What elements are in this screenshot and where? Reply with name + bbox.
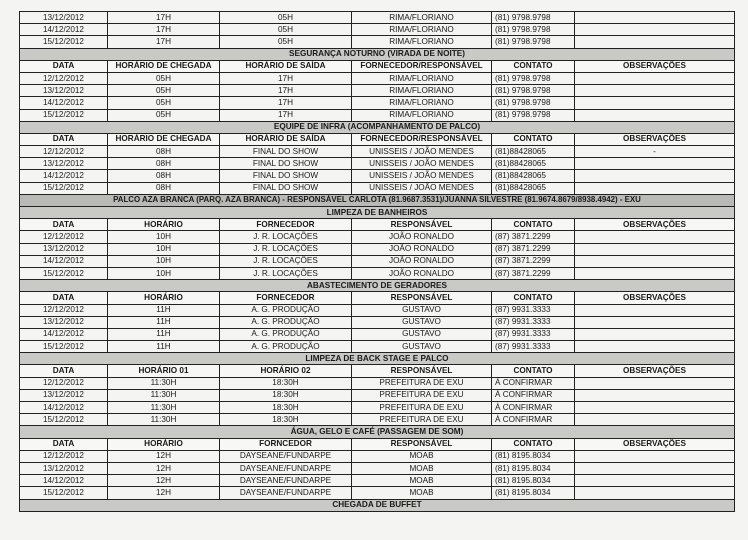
column-header: RESPONSÁVEL (352, 292, 492, 304)
section-title-row (20, 121, 735, 133)
table-row (20, 316, 735, 328)
notes-cell (575, 328, 735, 340)
date-cell: 15/12/2012 (20, 414, 108, 426)
contact-cell: (81)88428065 (492, 146, 575, 158)
contact-cell: (81) 9798.9798 (492, 24, 575, 36)
time-cell: 08H (108, 158, 220, 170)
time-cell: 11H (108, 328, 220, 340)
column-header: HORÁRIO DE CHEGADA (108, 60, 220, 72)
contact-cell: (81) 9798.9798 (492, 85, 575, 97)
notes-cell (575, 170, 735, 182)
provider-cell: MOAB (352, 462, 492, 474)
column-header: HORÁRIO (108, 292, 220, 304)
contact-cell: (81) 8195.8034 (492, 487, 575, 499)
notes-cell: - (575, 146, 735, 158)
time2-cell: J. R. LOCAÇÕES (220, 243, 352, 255)
provider-cell: JOÃO RONALDO (352, 255, 492, 267)
time-cell: 12H (108, 475, 220, 487)
time2-cell: DAYSEANE/FUNDARPE (220, 475, 352, 487)
time2-cell: FINAL DO SHOW (220, 170, 352, 182)
notes-cell (575, 389, 735, 401)
table-row (20, 170, 735, 182)
contact-cell: (87) 9931.3333 (492, 341, 575, 353)
table-row (20, 304, 735, 316)
time2-cell: DAYSEANE/FUNDARPE (220, 462, 352, 474)
table-row (20, 182, 735, 194)
provider-cell: PREFEITURA DE EXU (352, 389, 492, 401)
provider-cell: UNISSEIS / JOÃO MENDES (352, 158, 492, 170)
provider-cell: RIMA/FLORIANO (352, 36, 492, 48)
time-cell: 11:30H (108, 414, 220, 426)
contact-cell: (87) 9931.3333 (492, 304, 575, 316)
time-cell: 08H (108, 182, 220, 194)
table-row (20, 24, 735, 36)
provider-cell: UNISSEIS / JOÃO MENDES (352, 146, 492, 158)
time2-cell: 05H (220, 24, 352, 36)
provider-cell: GUSTAVO (352, 328, 492, 340)
table-row (20, 243, 735, 255)
table-row (20, 475, 735, 487)
date-cell: 15/12/2012 (20, 36, 108, 48)
section-title-row (20, 48, 735, 60)
contact-cell: (81) 8195.8034 (492, 462, 575, 474)
table-row (20, 158, 735, 170)
time2-cell: A. G. PRODUÇÃO (220, 304, 352, 316)
column-header-row (20, 438, 735, 450)
section-title: LIMPEZA DE BACK STAGE E PALCO (20, 353, 735, 365)
notes-cell (575, 267, 735, 279)
venue-banner-row (20, 194, 735, 206)
notes-cell (575, 255, 735, 267)
provider-cell: MOAB (352, 450, 492, 462)
notes-cell (575, 475, 735, 487)
contact-cell: (81) 8195.8034 (492, 450, 575, 462)
time-cell: 10H (108, 255, 220, 267)
time2-cell: 05H (220, 36, 352, 48)
column-header: FORNECEDOR/RESPONSÁVEL (352, 60, 492, 72)
column-header: OBSERVAÇÕES (575, 365, 735, 377)
date-cell: 12/12/2012 (20, 231, 108, 243)
time2-cell: J. R. LOCAÇÕES (220, 231, 352, 243)
provider-cell: PREFEITURA DE EXU (352, 377, 492, 389)
column-header: CONTATO (492, 219, 575, 231)
table-row (20, 72, 735, 84)
section-title: EQUIPE DE INFRA (ACOMPANHAMENTO DE PALCO) (20, 121, 735, 133)
notes-cell (575, 12, 735, 24)
time2-cell: J. R. LOCAÇÕES (220, 267, 352, 279)
time2-cell: 05H (220, 12, 352, 24)
column-header: DATA (20, 292, 108, 304)
provider-cell: RIMA/FLORIANO (352, 85, 492, 97)
contact-cell: (87) 3871.2299 (492, 231, 575, 243)
date-cell: 14/12/2012 (20, 24, 108, 36)
contact-cell: (87) 3871.2299 (492, 267, 575, 279)
table-row (20, 109, 735, 121)
column-header: HORÁRIO DE SAÍDA (220, 133, 352, 145)
table-row (20, 146, 735, 158)
notes-cell (575, 316, 735, 328)
provider-cell: PREFEITURA DE EXU (352, 402, 492, 414)
table-row (20, 462, 735, 474)
notes-cell (575, 85, 735, 97)
time-cell: 10H (108, 267, 220, 279)
column-header-row (20, 365, 735, 377)
time2-cell: FINAL DO SHOW (220, 146, 352, 158)
provider-cell: UNISSEIS / JOÃO MENDES (352, 182, 492, 194)
provider-cell: UNISSEIS / JOÃO MENDES (352, 170, 492, 182)
section-title-row (20, 280, 735, 292)
time-cell: 17H (108, 36, 220, 48)
contact-cell: (81)88428065 (492, 182, 575, 194)
column-header: FORNECEDOR (220, 219, 352, 231)
notes-cell (575, 450, 735, 462)
notes-cell (575, 402, 735, 414)
contact-cell: (87) 9931.3333 (492, 328, 575, 340)
time-cell: 10H (108, 231, 220, 243)
provider-cell: JOÃO RONALDO (352, 243, 492, 255)
time2-cell: J. R. LOCAÇÕES (220, 255, 352, 267)
provider-cell: MOAB (352, 475, 492, 487)
column-header: HORÁRIO (108, 438, 220, 450)
column-header: OBSERVAÇÕES (575, 60, 735, 72)
contact-cell: À CONFIRMAR (492, 389, 575, 401)
time-cell: 10H (108, 243, 220, 255)
date-cell: 12/12/2012 (20, 304, 108, 316)
contact-cell: (81) 9798.9798 (492, 36, 575, 48)
section-title-row (20, 499, 735, 511)
time-cell: 17H (108, 12, 220, 24)
date-cell: 14/12/2012 (20, 328, 108, 340)
contact-cell: (87) 9931.3333 (492, 316, 575, 328)
provider-cell: GUSTAVO (352, 341, 492, 353)
time2-cell: 17H (220, 85, 352, 97)
section-title: ABASTECIMENTO DE GERADORES (20, 280, 735, 292)
date-cell: 14/12/2012 (20, 475, 108, 487)
section-title: CHEGADA DE BUFFET (20, 499, 735, 511)
table-row (20, 85, 735, 97)
venue-banner: PALCO AZA BRANCA (PARQ. AZA BRANCA) - RESPONSÁVEL CARLOTA (81.9687.3531)/JUANNA SILVESTRE (81.9674.8679/8938.4942) - EXU (20, 194, 735, 206)
table-row (20, 402, 735, 414)
provider-cell: JOÃO RONALDO (352, 267, 492, 279)
notes-cell (575, 377, 735, 389)
table-row (20, 12, 735, 24)
time-cell: 05H (108, 72, 220, 84)
column-header: OBSERVAÇÕES (575, 219, 735, 231)
schedule-sheet (19, 11, 734, 512)
provider-cell: RIMA/FLORIANO (352, 24, 492, 36)
table-row (20, 231, 735, 243)
date-cell: 15/12/2012 (20, 341, 108, 353)
time2-cell: 18:30H (220, 414, 352, 426)
section-title-row (20, 207, 735, 219)
time-cell: 11H (108, 316, 220, 328)
time2-cell: DAYSEANE/FUNDARPE (220, 450, 352, 462)
table-row (20, 341, 735, 353)
provider-cell: PREFEITURA DE EXU (352, 414, 492, 426)
time-cell: 11:30H (108, 402, 220, 414)
column-header: CONTATO (492, 60, 575, 72)
contact-cell: (81) 9798.9798 (492, 72, 575, 84)
section-title: LIMPEZA DE BANHEIROS (20, 207, 735, 219)
date-cell: 12/12/2012 (20, 377, 108, 389)
section-title-row (20, 353, 735, 365)
table-row (20, 389, 735, 401)
date-cell: 15/12/2012 (20, 182, 108, 194)
column-header: OBSERVAÇÕES (575, 133, 735, 145)
column-header: FORNECEDOR/RESPONSÁVEL (352, 133, 492, 145)
column-header: CONTATO (492, 438, 575, 450)
contact-cell: (87) 3871.2299 (492, 243, 575, 255)
time-cell: 12H (108, 487, 220, 499)
date-cell: 14/12/2012 (20, 402, 108, 414)
contact-cell: À CONFIRMAR (492, 414, 575, 426)
time-cell: 17H (108, 24, 220, 36)
column-header-row (20, 219, 735, 231)
column-header-row (20, 133, 735, 145)
column-header: DATA (20, 219, 108, 231)
column-header: CONTATO (492, 133, 575, 145)
provider-cell: RIMA/FLORIANO (352, 72, 492, 84)
column-header: DATA (20, 438, 108, 450)
time2-cell: A. G. PRODUÇÃO (220, 328, 352, 340)
column-header: HORÁRIO (108, 219, 220, 231)
contact-cell: À CONFIRMAR (492, 402, 575, 414)
column-header: DATA (20, 60, 108, 72)
date-cell: 14/12/2012 (20, 170, 108, 182)
table-row (20, 36, 735, 48)
time2-cell: 17H (220, 109, 352, 121)
column-header-row (20, 60, 735, 72)
table-row (20, 255, 735, 267)
provider-cell: JOÃO RONALDO (352, 231, 492, 243)
contact-cell: (81) 9798.9798 (492, 109, 575, 121)
date-cell: 13/12/2012 (20, 462, 108, 474)
table-row (20, 450, 735, 462)
time-cell: 11:30H (108, 377, 220, 389)
column-header: OBSERVAÇÕES (575, 292, 735, 304)
column-header: OBSERVAÇÕES (575, 438, 735, 450)
notes-cell (575, 97, 735, 109)
time2-cell: FINAL DO SHOW (220, 158, 352, 170)
time2-cell: A. G. PRODUÇÃO (220, 316, 352, 328)
column-header: RESPONSÁVEL (352, 438, 492, 450)
date-cell: 13/12/2012 (20, 243, 108, 255)
date-cell: 15/12/2012 (20, 267, 108, 279)
contact-cell: (87) 3871.2299 (492, 255, 575, 267)
date-cell: 12/12/2012 (20, 146, 108, 158)
column-header-row (20, 292, 735, 304)
time2-cell: 18:30H (220, 377, 352, 389)
notes-cell (575, 24, 735, 36)
section-title-row (20, 426, 735, 438)
time2-cell: 17H (220, 72, 352, 84)
date-cell: 13/12/2012 (20, 12, 108, 24)
date-cell: 13/12/2012 (20, 85, 108, 97)
table-row (20, 414, 735, 426)
notes-cell (575, 341, 735, 353)
table-row (20, 328, 735, 340)
contact-cell: (81) 8195.8034 (492, 475, 575, 487)
date-cell: 12/12/2012 (20, 450, 108, 462)
time-cell: 05H (108, 109, 220, 121)
contact-cell: (81)88428065 (492, 170, 575, 182)
column-header: RESPONSÁVEL (352, 219, 492, 231)
time2-cell: 18:30H (220, 389, 352, 401)
table-row (20, 377, 735, 389)
column-header: CONTATO (492, 292, 575, 304)
provider-cell: RIMA/FLORIANO (352, 97, 492, 109)
time-cell: 05H (108, 85, 220, 97)
contact-cell: (81)88428065 (492, 158, 575, 170)
table-row (20, 487, 735, 499)
section-title: ÁGUA, GELO E CAFÉ (PASSAGEM DE SOM) (20, 426, 735, 438)
time-cell: 08H (108, 170, 220, 182)
provider-cell: RIMA/FLORIANO (352, 12, 492, 24)
schedule-table (19, 11, 735, 512)
date-cell: 13/12/2012 (20, 316, 108, 328)
notes-cell (575, 109, 735, 121)
notes-cell (575, 36, 735, 48)
table-row (20, 267, 735, 279)
notes-cell (575, 304, 735, 316)
notes-cell (575, 462, 735, 474)
notes-cell (575, 182, 735, 194)
date-cell: 15/12/2012 (20, 487, 108, 499)
column-header: HORÁRIO 02 (220, 365, 352, 377)
time2-cell: 17H (220, 97, 352, 109)
section-title: SEGURANÇA NOTURNO (VIRADA DE NOITE) (20, 48, 735, 60)
notes-cell (575, 158, 735, 170)
notes-cell (575, 231, 735, 243)
contact-cell: (81) 9798.9798 (492, 97, 575, 109)
time2-cell: DAYSEANE/FUNDARPE (220, 487, 352, 499)
date-cell: 12/12/2012 (20, 72, 108, 84)
column-header: FORNCEDOR (220, 438, 352, 450)
notes-cell (575, 487, 735, 499)
time-cell: 12H (108, 450, 220, 462)
date-cell: 14/12/2012 (20, 97, 108, 109)
column-header: HORÁRIO DE SAÍDA (220, 60, 352, 72)
time-cell: 08H (108, 146, 220, 158)
column-header: RESPONSÁVEL (352, 365, 492, 377)
column-header: DATA (20, 365, 108, 377)
provider-cell: MOAB (352, 487, 492, 499)
time-cell: 12H (108, 462, 220, 474)
contact-cell: À CONFIRMAR (492, 377, 575, 389)
column-header: HORÁRIO 01 (108, 365, 220, 377)
time-cell: 11H (108, 304, 220, 316)
table-row (20, 97, 735, 109)
contact-cell: (81) 9798.9798 (492, 12, 575, 24)
date-cell: 15/12/2012 (20, 109, 108, 121)
time2-cell: 18:30H (220, 402, 352, 414)
column-header: FORNECEDOR (220, 292, 352, 304)
date-cell: 13/12/2012 (20, 158, 108, 170)
date-cell: 13/12/2012 (20, 389, 108, 401)
column-header: DATA (20, 133, 108, 145)
notes-cell (575, 414, 735, 426)
time-cell: 11:30H (108, 389, 220, 401)
column-header: CONTATO (492, 365, 575, 377)
notes-cell (575, 243, 735, 255)
time2-cell: A. G. PRODUÇÃO (220, 341, 352, 353)
time-cell: 05H (108, 97, 220, 109)
provider-cell: GUSTAVO (352, 316, 492, 328)
column-header: HORÁRIO DE CHEGADA (108, 133, 220, 145)
time-cell: 11H (108, 341, 220, 353)
provider-cell: RIMA/FLORIANO (352, 109, 492, 121)
time2-cell: FINAL DO SHOW (220, 182, 352, 194)
date-cell: 14/12/2012 (20, 255, 108, 267)
provider-cell: GUSTAVO (352, 304, 492, 316)
notes-cell (575, 72, 735, 84)
